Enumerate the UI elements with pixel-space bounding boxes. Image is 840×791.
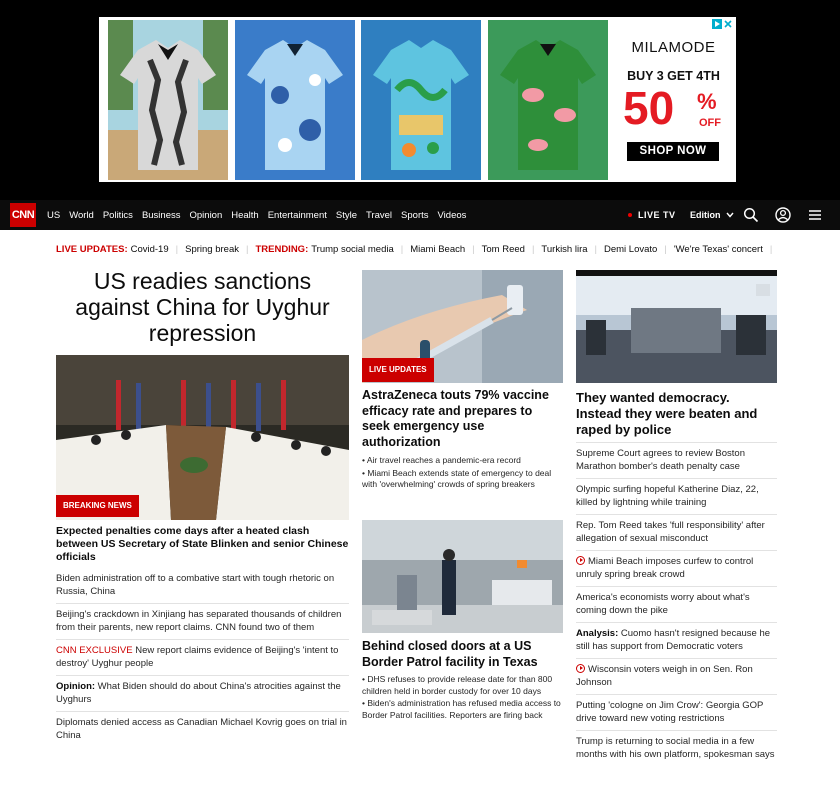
top-nav xyxy=(0,200,840,230)
list-item-text: Beijing's crackdown in Xinjiang has separated thousands of children from their parents, new report claims. CNN found two of them xyxy=(56,609,342,633)
nav-link-videos[interactable]: Videos xyxy=(437,209,467,221)
chevron-down-icon xyxy=(726,212,734,218)
list-item-text: Rep. Tom Reed takes 'full responsibility' after allegation of sexual misconduct xyxy=(576,520,765,544)
vaccine-bullets xyxy=(362,455,562,492)
lead-headline[interactable]: US readies sanctions against China for Uyghur repression xyxy=(75,268,330,346)
exclusive-label: CNN EXCLUSIVE xyxy=(56,645,133,656)
list-item-text: Supreme Court agrees to review Boston Marathon bomber's death penalty case xyxy=(576,448,745,472)
vaccine-headline[interactable]: AstraZeneca touts 79% vaccine efficacy rate and prepares to seek emergency use authorization xyxy=(362,388,549,449)
trending-item-texas[interactable]: 'We're Texas' concert xyxy=(673,243,763,255)
live-updates-label: LIVE UPDATES: xyxy=(56,243,128,255)
bullet-item[interactable]: • Biden's administration has refused media access to Border Patrol facilities. Reporters are firing back xyxy=(362,698,561,720)
edition-label: Edition xyxy=(690,210,721,220)
list-item[interactable] xyxy=(56,639,349,675)
list-item[interactable] xyxy=(576,514,777,550)
ad-off: OFF xyxy=(699,117,721,129)
breaking-news-badge: BREAKING NEWS xyxy=(56,495,139,517)
nav-link-travel[interactable]: Travel xyxy=(366,209,393,221)
separator: | xyxy=(245,243,249,255)
live-updates-badge: LIVE UPDATES xyxy=(362,358,434,382)
nav-link-world[interactable]: World xyxy=(69,209,94,221)
separator: | xyxy=(400,243,404,255)
list-item[interactable] xyxy=(56,711,349,747)
trending-label: TRENDING: xyxy=(255,243,309,255)
list-item[interactable] xyxy=(56,675,349,711)
separator: | xyxy=(664,243,667,255)
list-item[interactable] xyxy=(576,550,777,586)
live-dot-icon xyxy=(628,213,632,217)
ad-shirt-grey[interactable] xyxy=(108,20,228,180)
democracy-headline[interactable]: They wanted democracy. Instead they were beaten and raped by police xyxy=(576,390,758,437)
bullet-text: Miami Beach extends state of emergency to deal with 'overwhelming' crowds of spring breakers xyxy=(362,467,552,489)
list-item-text: Trump is returning to social media in a few months with his own platform, spokesman says xyxy=(576,736,775,760)
ad-band xyxy=(0,0,840,200)
separator: | xyxy=(531,243,535,255)
list-item[interactable] xyxy=(576,622,777,658)
bullet-text: Biden's administration has refused media access to Border Patrol facilities. Reporters are firing back xyxy=(362,698,561,720)
list-item-text: America's economists worry about what's coming down the pike xyxy=(576,592,750,616)
nav-link-sports[interactable]: Sports xyxy=(401,209,429,221)
nav-link-business[interactable]: Business xyxy=(141,209,181,221)
cnn-logo[interactable]: CNN xyxy=(10,203,36,227)
list-item-text: Olympic surfing hopeful Katherine Diaz, 22, killed by lightning while training xyxy=(576,484,759,508)
list-item-text: Putting 'cologne on Jim Crow': Georgia GOP drive toward new voting restrictions xyxy=(576,700,764,724)
list-item[interactable] xyxy=(56,603,349,639)
list-item-text: New report claims evidence of Beijing's 'intent to destroy' Uyghur people xyxy=(56,645,339,669)
bullet-item[interactable]: • Miami Beach extends state of emergency to deal with 'overwhelming' crowds of spring breakers xyxy=(362,467,552,489)
separator: | xyxy=(594,243,597,255)
ad-shirt-flamingo[interactable] xyxy=(488,20,608,180)
list-item[interactable] xyxy=(576,730,777,766)
lead-related-list xyxy=(56,568,349,747)
nav-link-entertainment[interactable]: Entertainment xyxy=(267,209,327,221)
nav-link-politics[interactable]: Politics xyxy=(102,209,133,221)
analysis-label: Analysis: xyxy=(576,628,619,639)
ad-text-block[interactable] xyxy=(611,17,736,182)
ad-shirt-blue[interactable] xyxy=(235,20,355,180)
ad-choices-icon[interactable] xyxy=(712,19,734,29)
list-item[interactable] xyxy=(576,442,777,478)
separator: | xyxy=(472,243,475,255)
top-stories-list xyxy=(576,442,777,766)
trending-item-trump[interactable]: Trump social media xyxy=(311,243,394,255)
separator: | xyxy=(175,243,179,255)
ad-brand: MILAMODE xyxy=(631,39,716,56)
bullet-text: Air travel reaches a pandemic-era record xyxy=(366,455,521,465)
bullet-item[interactable]: • Air travel reaches a pandemic-era record xyxy=(362,455,521,465)
nav-link-opinion[interactable]: Opinion xyxy=(189,209,223,221)
trending-item-demi[interactable]: Demi Lovato xyxy=(604,243,658,255)
ad-shirt-tropical[interactable] xyxy=(361,20,481,180)
ad-percent-sign: % xyxy=(697,89,717,114)
live-tv-link[interactable] xyxy=(628,200,676,230)
trending-item-spring-break[interactable]: Spring break xyxy=(185,243,239,255)
trending-item-lira[interactable]: Turkish lira xyxy=(541,243,588,255)
opinion-label: Opinion: xyxy=(56,681,96,692)
nav-link-style[interactable]: Style xyxy=(335,209,357,221)
nav-links xyxy=(47,200,475,230)
list-item-text: What Biden should do about China's atrocities against the Uyghurs xyxy=(56,681,341,705)
search-icon[interactable] xyxy=(743,207,759,223)
edition-dropdown[interactable] xyxy=(690,200,734,230)
account-icon[interactable] xyxy=(775,207,791,223)
list-item-text: Miami Beach imposes curfew to control unruly spring break crowd xyxy=(576,556,754,580)
ad-offer: BUY 3 GET 4TH xyxy=(627,69,720,83)
menu-icon[interactable] xyxy=(807,207,823,223)
trending-item-miami[interactable]: Miami Beach xyxy=(410,243,466,255)
border-bullets xyxy=(362,674,562,722)
bullet-item[interactable]: • DHS refuses to provide release date for than 800 children held in border custody for over 10 days xyxy=(362,674,553,696)
border-headline[interactable]: Behind closed doors at a US Border Patrol facility in Texas xyxy=(362,639,538,669)
lead-subheadline[interactable]: Expected penalties come days after a heated clash between US Secretary of State Blinken and senior Chinese officials xyxy=(56,525,349,563)
nav-link-us[interactable]: US xyxy=(47,209,61,221)
list-item-text: Wisconsin voters weigh in on Sen. Ron Johnson xyxy=(576,664,753,688)
list-item-text: Cuomo hasn't resigned because he still has support from Democratic voters xyxy=(576,628,771,652)
list-item[interactable] xyxy=(576,586,777,622)
trending-bar xyxy=(56,239,779,259)
separator: | xyxy=(769,243,773,255)
trending-item-covid[interactable]: Covid-19 xyxy=(130,243,169,255)
list-item-text: Biden administration off to a combative start with tough rhetoric on Russia, China xyxy=(56,573,335,597)
democracy-image[interactable] xyxy=(576,270,777,383)
nav-link-health[interactable]: Health xyxy=(231,209,259,221)
list-item-text: Diplomats denied access as Canadian Michael Kovrig goes on trial in China xyxy=(56,717,347,741)
ad-percent: 50 xyxy=(623,82,675,134)
play-icon xyxy=(576,664,585,673)
ad-banner[interactable] xyxy=(99,17,736,182)
list-item[interactable] xyxy=(576,694,777,730)
live-tv-label: LIVE TV xyxy=(638,210,676,220)
border-facility-image[interactable] xyxy=(362,520,563,633)
shop-now-button[interactable]: SHOP NOW xyxy=(627,142,719,161)
list-item[interactable] xyxy=(576,478,777,514)
play-icon xyxy=(576,556,585,565)
bullet-text: DHS refuses to provide release date for than 800 children held in border custody for over 10 days xyxy=(362,674,553,696)
list-item[interactable] xyxy=(576,658,777,694)
trending-item-tom-reed[interactable]: Tom Reed xyxy=(481,243,525,255)
list-item[interactable] xyxy=(56,568,349,603)
